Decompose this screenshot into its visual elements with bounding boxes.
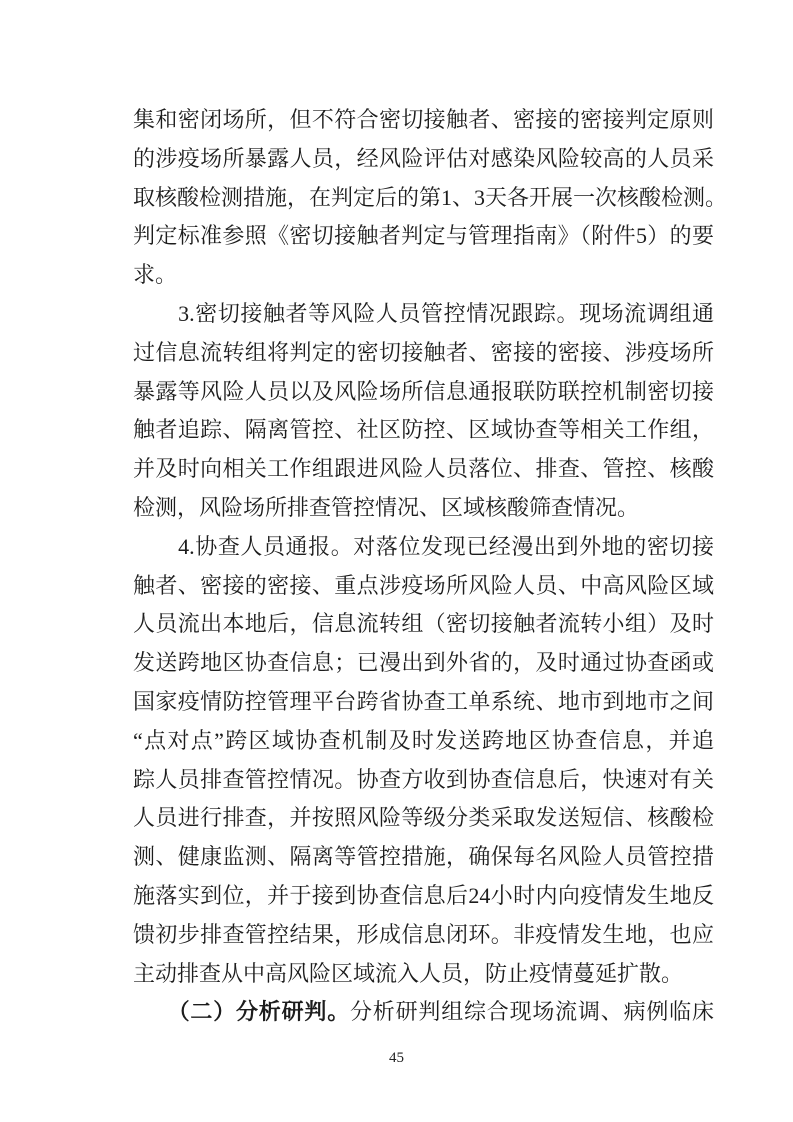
text-line: 检测，风险场所排查管控情况、区域核酸筛查情况。: [133, 494, 640, 520]
text-line: 施落实到位，并于接到协查信息后24小时内向疫情发生地反: [133, 882, 714, 908]
text-line: 发送跨地区协查信息；已漫出到外省的，及时通过协查函或: [133, 650, 714, 676]
text-line: “点对点”跨区域协查机制及时发送跨地区协查信息，并追: [133, 727, 714, 753]
text-line: 国家疫情防控管理平台跨省协查工单系统、地市到地市之间: [133, 688, 714, 714]
page-number-label: 45: [389, 1050, 404, 1066]
text-line: 踪人员排查管控情况。协查方收到协查信息后，快速对有关: [133, 766, 714, 792]
text-line: [133, 993, 714, 1032]
paragraph: [133, 101, 728, 295]
text-line: 触者、密接的密接、重点涉疫场所风险人员、中高风险区域: [133, 572, 714, 598]
text-line: 4.协查人员通报。对落位发现已经漫出到外地的密切接: [133, 533, 714, 559]
text-line: 集和密闭场所，但不符合密切接触者、密接的密接判定原则: [133, 107, 714, 132]
text-line: 人员流出本地后，信息流转组（密切接触者流转小组）及时: [133, 611, 714, 637]
paragraph: [133, 295, 714, 528]
paragraph: [133, 993, 714, 1032]
text-line: 馈初步排查管控结果，形成信息闭环。非疫情发生地，也应: [133, 921, 714, 947]
bold-heading-text: （二）分析研判。: [178, 999, 350, 1025]
text-line: 暴露等风险人员以及风险场所信息通报联防联控机制密切接: [133, 378, 714, 404]
text-line: 的涉疫场所暴露人员，经风险评估对感染风险较高的人员采: [133, 145, 714, 171]
text-line: 人员进行排查，并按照风险等级分类采取发送短信、核酸检: [133, 805, 714, 831]
document-body: [133, 101, 728, 1032]
paragraph: [133, 528, 714, 994]
text-line: 测、健康监测、隔离等管控措施，确保每名风险人员管控措: [133, 844, 714, 870]
text-segment: 分析研判组综合现场流调、病例临床: [350, 999, 714, 1025]
text-line: 求。: [133, 262, 178, 288]
text-line: 取核酸检测措施，在判定后的第1、3天各开展一次核酸检测。: [133, 184, 728, 210]
text-line: 3.密切接触者等风险人员管控情况跟踪。现场流调组通: [133, 300, 714, 326]
text-line: 触者追踪、隔离管控、社区防控、区域协查等相关工作组，: [133, 417, 714, 443]
text-line: 并及时向相关工作组跟进风险人员落位、排查、管控、核酸: [133, 456, 714, 482]
text-line: 判定标准参照《密切接触者判定与管理指南》（附件5）的要: [133, 223, 714, 249]
text-segment: [133, 999, 179, 1024]
text-line: 过信息流转组将判定的密切接触者、密接的密接、涉疫场所: [133, 339, 714, 365]
text-line: 主动排查从中高风险区域流入人员，防止疫情蔓延扩散。: [133, 960, 684, 986]
